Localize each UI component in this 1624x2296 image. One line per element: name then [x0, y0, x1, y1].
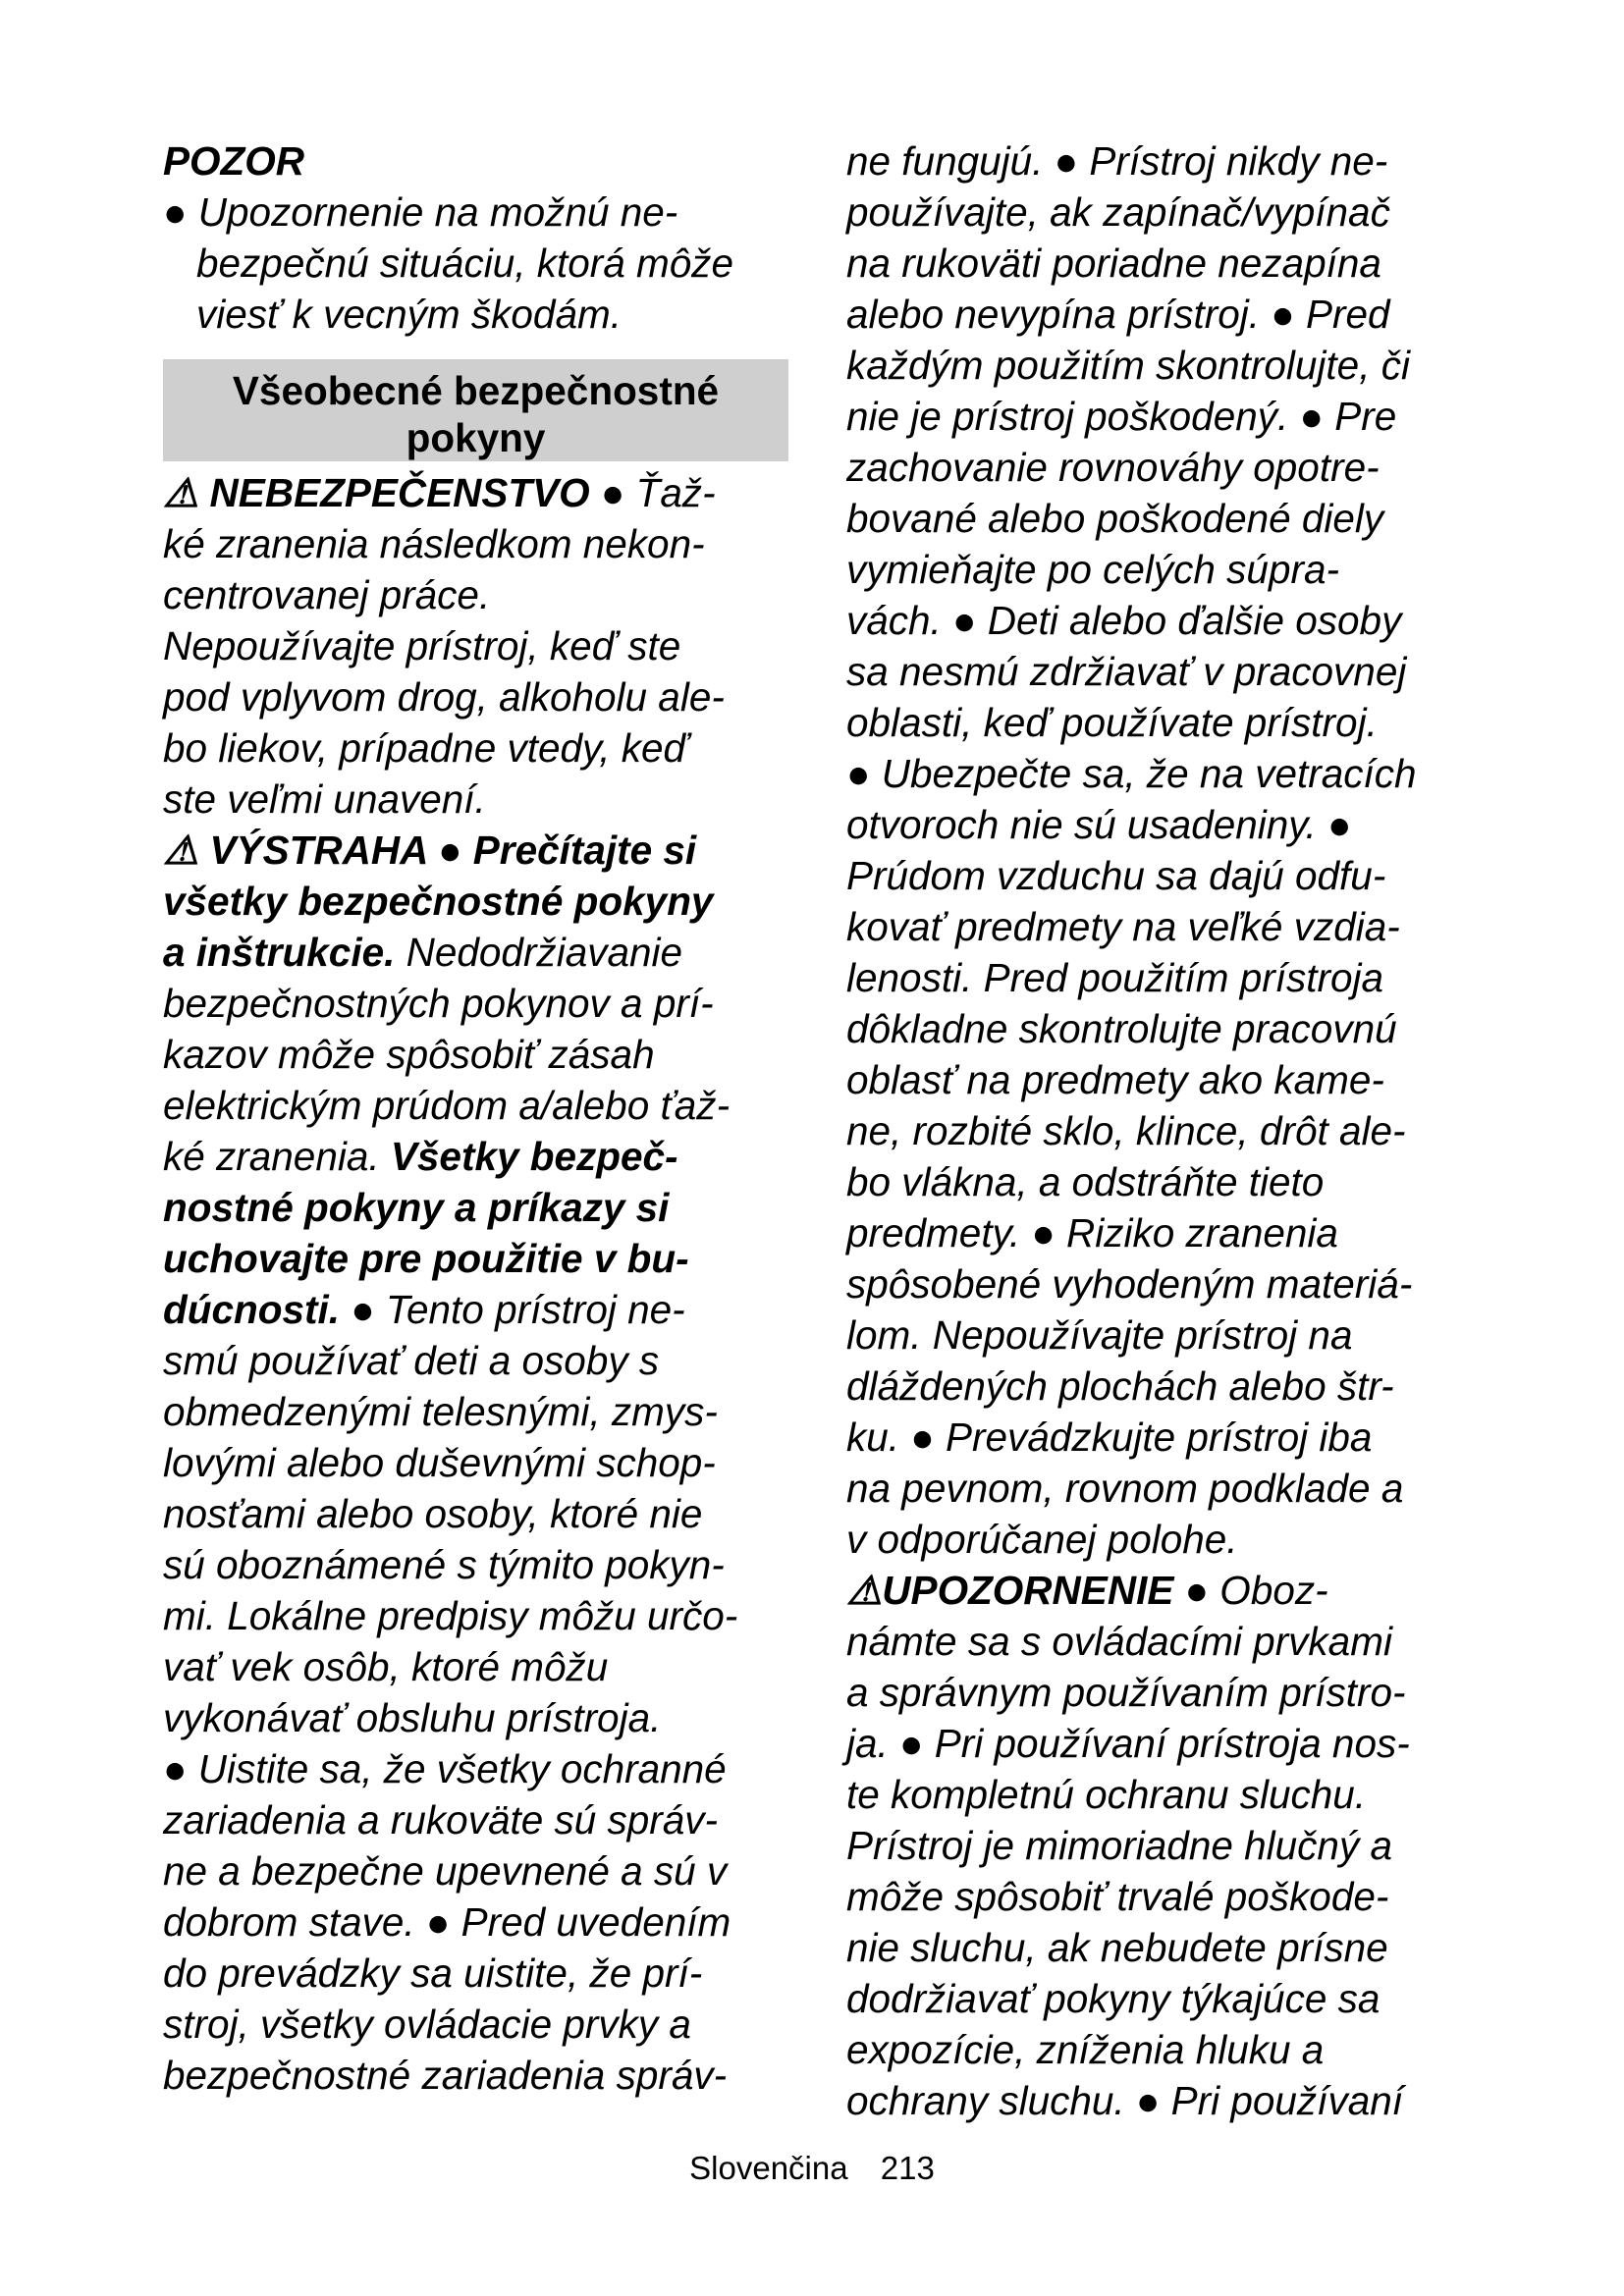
- text-line: [163, 1131, 791, 1182]
- right-column: [846, 135, 1475, 2126]
- bold-text: nostné pokyny a príkazy si: [163, 1185, 670, 1230]
- text-line: [163, 1539, 791, 1590]
- text-segment: do prevádzky sa uistite, že prí-: [163, 1950, 703, 1996]
- left-column: [163, 135, 791, 2101]
- text-line: [846, 1565, 1475, 1616]
- text-line: [846, 187, 1475, 238]
- text-line: [846, 442, 1475, 493]
- text-line: [163, 1794, 791, 1845]
- text-segment: ● Oboz-: [1173, 1568, 1328, 1613]
- text-line: [846, 1156, 1475, 1207]
- text-segment: zariadenia a rukoväte sú správ-: [163, 1797, 719, 1842]
- text-segment: zachovanie rovnováhy opotre-: [846, 445, 1380, 490]
- text-segment: bo vlákna, a odstráňte tieto: [846, 1159, 1325, 1204]
- text-line: [846, 1258, 1475, 1309]
- section-heading-line: pokyny: [406, 415, 546, 460]
- text-line: [846, 901, 1475, 952]
- text-line: [163, 1999, 791, 2050]
- bold-text: ⚠UPOZORNENIE: [846, 1568, 1174, 1613]
- text-segment: dobrom stave. ● Pred uvedením: [163, 1899, 731, 1945]
- text-segment: obmedzenými telesnými, zmys-: [163, 1389, 718, 1434]
- text-line: [846, 1309, 1475, 1361]
- text-segment: ké zranenia následkom nekon-: [163, 521, 705, 566]
- bold-text: ⚠ NEBEZPEČENSTVO: [163, 470, 590, 515]
- text-segment: ne, rozbité sklo, klince, drôt ale-: [846, 1108, 1406, 1153]
- text-segment: dôkladne skontrolujte pracovnú: [846, 1006, 1397, 1051]
- text-segment: vykonávať obsluhu prístroja.: [163, 1695, 662, 1740]
- section-heading-line: Všeobecné bezpečnostné: [232, 368, 720, 413]
- text-segment: Prúdom vzduchu sa dajú odfu-: [846, 853, 1386, 898]
- text-segment: ste veľmi unavení.: [163, 776, 486, 822]
- caution-title: POZOR: [163, 138, 305, 184]
- text-segment: ne a bezpečne upevnené a sú v: [163, 1848, 728, 1894]
- text-line: [846, 1871, 1475, 1922]
- text-line: [163, 1233, 791, 1284]
- text-line: [163, 1590, 791, 1641]
- text-segment: v odporúčanej polohe.: [846, 1517, 1238, 1562]
- text-segment: každým použitím skontrolujte, či: [846, 343, 1410, 388]
- text-line: [846, 238, 1475, 289]
- text-line: [163, 774, 791, 825]
- text-segment: ne fungujú. ● Prístroj nikdy ne-: [846, 138, 1388, 184]
- text-segment: na pevnom, rovnom podklade a: [846, 1466, 1404, 1511]
- right-body-text: [846, 135, 1475, 2126]
- text-segment: oblasť na predmety ako kame-: [846, 1057, 1384, 1102]
- text-segment: lom. Nepoužívajte prístroj na: [846, 1312, 1353, 1358]
- text-segment: námte sa s ovládacími prvkami: [846, 1619, 1392, 1664]
- section-heading: [163, 359, 788, 461]
- text-segment: vách. ● Deti alebo ďalšie osoby: [846, 598, 1402, 643]
- text-line: [846, 1361, 1475, 1412]
- text-line: [846, 1003, 1475, 1054]
- text-segment: mi. Lokálne predpisy môžu určo-: [163, 1593, 738, 1638]
- text-segment: vymieňajte po celých súpra-: [846, 547, 1339, 592]
- text-segment: centrovanej práce.: [163, 572, 491, 617]
- text-line: [163, 722, 791, 774]
- text-line: [163, 1029, 791, 1080]
- text-line: [163, 1948, 791, 1999]
- text-line: [846, 799, 1475, 850]
- text-line: [163, 876, 791, 927]
- text-line: [163, 2050, 791, 2101]
- text-line: [163, 518, 791, 569]
- page-footer: [0, 2150, 1624, 2187]
- text-segment: bované alebo poškodené diely: [846, 496, 1384, 541]
- text-line: [846, 544, 1475, 595]
- text-line: [163, 569, 791, 620]
- text-line: [163, 1437, 791, 1488]
- text-line: [846, 595, 1475, 646]
- text-line: [846, 1973, 1475, 2024]
- text-line: [846, 340, 1475, 391]
- text-line: [846, 850, 1475, 901]
- text-segment: lenosti. Pred použitím prístroja: [846, 955, 1383, 1000]
- text-segment: dodržiavať pokyny týkajúce sa: [846, 1976, 1380, 2021]
- text-line: [846, 1463, 1475, 1514]
- text-segment: dláždených plochách alebo štr-: [846, 1363, 1394, 1409]
- text-line: [163, 1641, 791, 1692]
- bold-text: dúcnosti.: [163, 1287, 340, 1332]
- bold-text: Všetky bezpeč-: [390, 1134, 678, 1179]
- text-line: [846, 646, 1475, 697]
- text-line: [163, 978, 791, 1029]
- left-body-text: [163, 467, 791, 2101]
- text-segment: sa nesmú zdržiavať v pracovnej: [846, 649, 1407, 694]
- text-segment: kovať predmety na veľké vzdia-: [846, 904, 1400, 949]
- text-segment: kazov môže spôsobiť zásah: [163, 1032, 655, 1077]
- text-segment: ké zranenia.: [163, 1134, 391, 1179]
- text-line: [846, 1718, 1475, 1769]
- text-segment: smú používať deti a osoby s: [163, 1338, 660, 1383]
- text-line: [163, 1080, 791, 1131]
- text-line: [846, 1922, 1475, 1973]
- text-line: [163, 1896, 791, 1948]
- bold-text: a inštrukcie.: [163, 930, 396, 975]
- text-line: [163, 1182, 791, 1233]
- text-line: [846, 748, 1475, 799]
- text-segment: ● Ťaž-: [589, 470, 716, 515]
- text-segment: pod vplyvom drog, alkoholu ale-: [163, 674, 725, 720]
- text-line: [846, 952, 1475, 1003]
- text-segment: sú oboznámené s týmito pokyn-: [163, 1542, 725, 1587]
- text-segment: bo liekov, prípadne vtedy, keď: [163, 725, 688, 771]
- text-line: [846, 1769, 1475, 1820]
- bold-text: všetky bezpečnostné pokyny: [163, 879, 714, 924]
- bold-text: uchovajte pre použitie v bu-: [163, 1236, 689, 1281]
- text-line: [163, 467, 791, 518]
- text-segment: Nepoužívajte prístroj, keď ste: [163, 623, 681, 668]
- text-segment: na rukoväti poriadne nezapína: [846, 240, 1381, 286]
- caution-line: ● Upozornenie na možnú ne-: [163, 189, 678, 235]
- text-segment: ● Tento prístroj ne-: [340, 1287, 685, 1332]
- text-line: [163, 1743, 791, 1794]
- text-line: [846, 2024, 1475, 2075]
- text-line: [163, 1386, 791, 1437]
- text-segment: a správnym používaním prístro-: [846, 1670, 1406, 1715]
- text-segment: nie sluchu, ak nebudete prísne: [846, 1925, 1388, 1970]
- text-segment: ja. ● Pri používaní prístroja nos-: [846, 1721, 1410, 1766]
- text-segment: expozície, zníženia hluku a: [846, 2027, 1325, 2072]
- text-line: [163, 671, 791, 722]
- text-line: [846, 1820, 1475, 1871]
- text-segment: bezpečnostné zariadenia správ-: [163, 2053, 728, 2098]
- text-line: [846, 1667, 1475, 1718]
- text-line: [846, 1412, 1475, 1463]
- text-segment: predmety. ● Riziko zranenia: [846, 1210, 1338, 1255]
- text-segment: ● Uistite sa, že všetky ochranné: [163, 1746, 727, 1791]
- text-line: [846, 697, 1475, 748]
- footer-language: Slovenčina: [689, 2150, 848, 2186]
- text-segment: otvoroch nie sú usadeniny. ●: [846, 802, 1352, 847]
- text-segment: nosťami alebo osoby, ktoré nie: [163, 1491, 703, 1536]
- text-line: [846, 1054, 1475, 1105]
- page-number: 213: [880, 2150, 935, 2186]
- text-line: [163, 1488, 791, 1539]
- text-line: [163, 620, 791, 671]
- text-line: [163, 1845, 791, 1896]
- text-line: [163, 1335, 791, 1386]
- text-segment: nie je prístroj poškodený. ● Pre: [846, 394, 1397, 439]
- text-segment: elektrickým prúdom a/alebo ťaž-: [163, 1083, 731, 1128]
- text-segment: te kompletnú ochranu sluchu.: [846, 1772, 1367, 1817]
- text-segment: môže spôsobiť trvalé poškode-: [846, 1874, 1389, 1919]
- text-segment: lovými alebo duševnými schop-: [163, 1440, 716, 1485]
- text-line: [163, 825, 791, 876]
- text-segment: vať vek osôb, ktoré môžu: [163, 1644, 609, 1689]
- text-segment: ● Ubezpečte sa, že na vetracích: [846, 751, 1417, 796]
- text-segment: ochrany sluchu. ● Pri používaní: [846, 2078, 1403, 2123]
- text-line: [846, 289, 1475, 340]
- bold-text: ⚠ VÝSTRAHA ● Prečítajte si: [163, 828, 697, 873]
- text-segment: používajte, ak zapínač/vypínač: [846, 189, 1390, 235]
- text-segment: alebo nevypína prístroj. ● Pred: [846, 292, 1390, 337]
- text-segment: bezpečnostných pokynov a prí-: [163, 981, 714, 1026]
- text-line: [846, 1514, 1475, 1565]
- caution-line: bezpečnú situáciu, ktorá môže: [196, 240, 734, 286]
- text-segment: spôsobené vyhodeným materiá-: [846, 1261, 1413, 1307]
- text-line: [163, 1692, 791, 1743]
- text-line: [846, 1105, 1475, 1156]
- text-segment: Prístroj je mimoriadne hlučný a: [846, 1823, 1392, 1868]
- text-line: [846, 391, 1475, 442]
- text-line: [846, 1207, 1475, 1258]
- text-segment: stroj, všetky ovládacie prvky a: [163, 2002, 691, 2047]
- text-segment: ku. ● Prevádzkujte prístroj iba: [846, 1415, 1373, 1460]
- caution-line: viesť k vecným škodám.: [196, 292, 622, 337]
- text-line: [846, 135, 1475, 187]
- text-segment: Nedodržiavanie: [395, 930, 683, 975]
- text-line: [846, 493, 1475, 544]
- text-segment: oblasti, keď používate prístroj.: [846, 700, 1378, 745]
- text-line: [163, 1284, 791, 1335]
- text-line: [846, 1616, 1475, 1667]
- text-line: [163, 927, 791, 978]
- text-line: [846, 2075, 1475, 2126]
